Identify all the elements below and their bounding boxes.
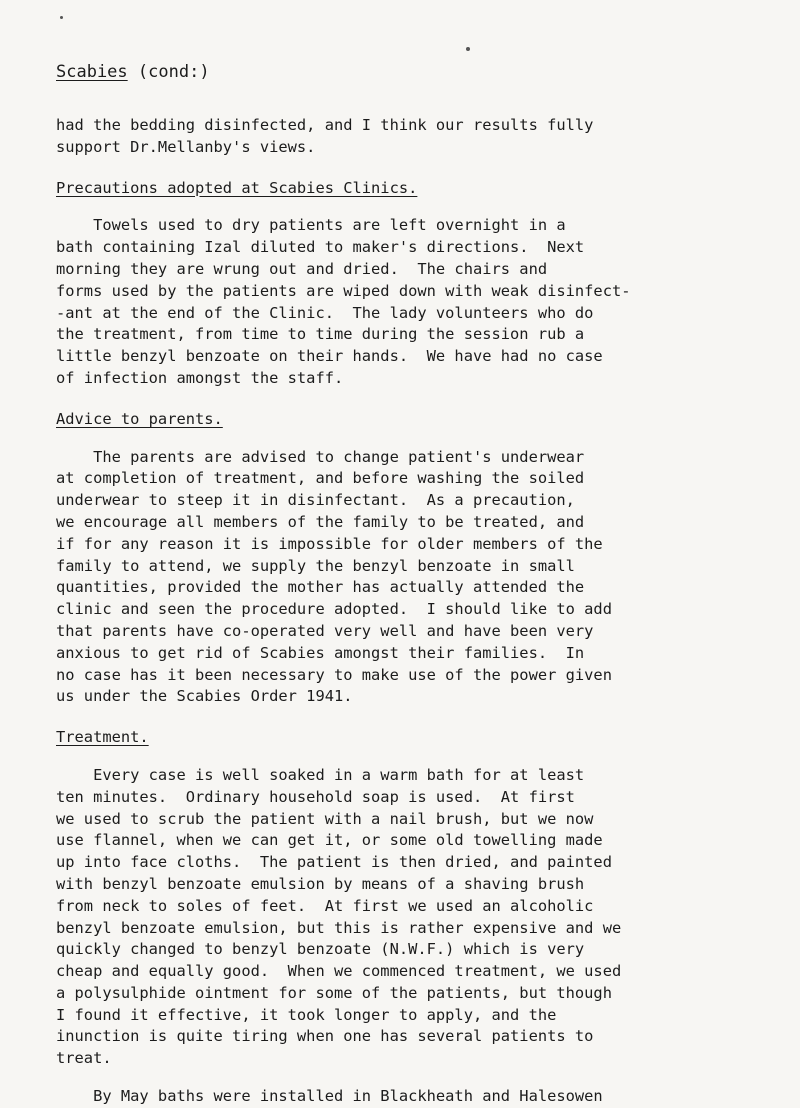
- header-title: Scabies: [56, 62, 128, 82]
- text-line: clinic and seen the procedure adopted. I should like to add: [56, 600, 612, 619]
- text-line: little benzyl benzoate on their hands. We have had no case: [56, 347, 603, 366]
- text-line: the treatment, from time to time during the session rub a: [56, 325, 585, 344]
- text-line: use flannel, when we can get it, or some old towelling made: [56, 831, 603, 850]
- text-line: forms used by the patients are wiped down with weak disinfect-: [56, 281, 631, 300]
- text-line: inunction is quite tiring when one has several patients to: [56, 1027, 594, 1046]
- section-advice: [56, 409, 776, 708]
- section-heading: Treatment.: [56, 728, 149, 747]
- body-text: [56, 115, 776, 1108]
- text-line: -ant at the end of the Clinic. The lady volunteers who do: [56, 303, 594, 322]
- text-line: anxious to get rid of Scabies amongst their families. In: [56, 643, 585, 662]
- text-line: Every case is well soaked in a warm bath for at least: [56, 765, 585, 784]
- text-line: underwear to steep it in disinfectant. As a precaution,: [56, 491, 575, 510]
- section-treatment: [56, 727, 776, 1070]
- text-line: up into face cloths. The patient is then dried, and painted: [56, 853, 612, 872]
- text-line: with benzyl benzoate emulsion by means of a shaving brush: [56, 874, 585, 893]
- text-line: benzyl benzoate emulsion, but this is rather expensive and we: [56, 918, 622, 937]
- text-line: we encourage all members of the family to be treated, and: [56, 512, 585, 531]
- text-line: us under the Scabies Order 1941.: [56, 687, 353, 706]
- section-heading: Precautions adopted at Scabies Clinics.: [56, 178, 418, 197]
- text-line: Towels used to dry patients are left overnight in a: [56, 216, 566, 235]
- text-line: quickly changed to benzyl benzoate (N.W.F.) which is very: [56, 940, 585, 959]
- text-line: treat.: [56, 1049, 112, 1068]
- text-line: that parents have co-operated very well and have been very: [56, 621, 594, 640]
- text-line: if for any reason it is impossible for older members of the: [56, 534, 603, 553]
- text-line: The parents are advised to change patient's underwear: [56, 447, 585, 466]
- text-line: ten minutes. Ordinary household soap is used. At first: [56, 787, 575, 806]
- text-line: I found it effective, it took longer to apply, and the: [56, 1005, 557, 1024]
- text-line: of infection amongst the staff.: [56, 368, 344, 387]
- section-heading: Advice to parents.: [56, 409, 223, 428]
- text-line: bath containing Izal diluted to maker's directions. Next: [56, 238, 585, 257]
- text-line: at completion of treatment, and before washing the soiled: [56, 469, 585, 488]
- intro-paragraph: [56, 115, 776, 159]
- text-line: family to attend, we supply the benzyl benzoate in small: [56, 556, 575, 575]
- text-line: from neck to soles of feet. At first we used an alcoholic: [56, 896, 594, 915]
- page-header: [56, 62, 210, 82]
- section-precautions: [56, 178, 776, 390]
- text-line: support Dr.Mellanby's views.: [56, 137, 316, 156]
- text-line: we used to scrub the patient with a nail brush, but we now: [56, 809, 594, 828]
- text-line: a polysulphide ointment for some of the patients, but though: [56, 983, 612, 1002]
- text-line: had the bedding disinfected, and I think our results fully: [56, 116, 594, 134]
- text-line: no case has it been necessary to make use of the power given: [56, 665, 612, 684]
- text-line: morning they are wrung out and dried. The chairs and: [56, 259, 548, 278]
- closing-line: By May baths were installed in Blackheath and Halesowen: [56, 1087, 603, 1106]
- header-suffix: (cond:): [137, 62, 210, 82]
- text-line: cheap and equally good. When we commenced treatment, we used: [56, 962, 622, 981]
- text-line: quantities, provided the mother has actually attended the: [56, 578, 585, 597]
